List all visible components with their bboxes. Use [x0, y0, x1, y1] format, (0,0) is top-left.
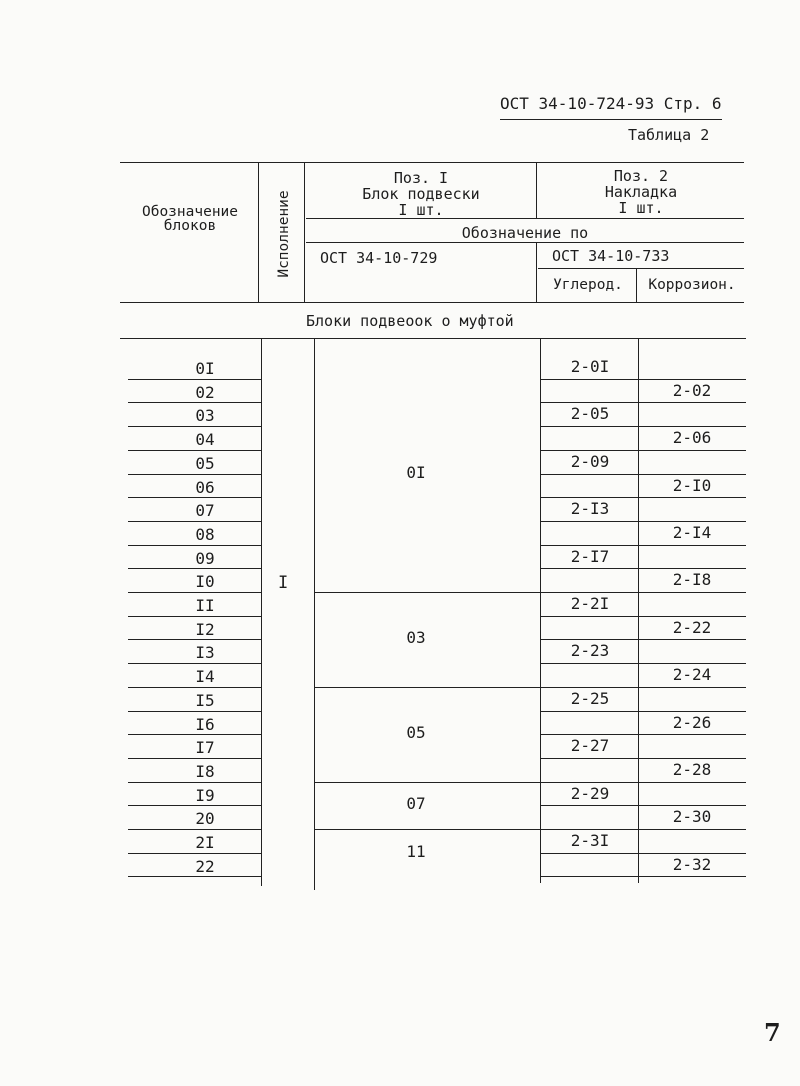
section-title: Блоки подвеоок о муфтой	[306, 312, 514, 330]
header-divider-1	[258, 162, 259, 302]
block-row-rule	[128, 616, 261, 617]
variant-column-header	[268, 170, 300, 298]
block-designation: 2I	[195, 833, 215, 852]
pos1-group-value: 07	[406, 794, 426, 814]
carbon-designation: 2-05	[570, 404, 610, 424]
corrosion-designation: 2-I8	[672, 570, 712, 590]
block-designation: I2	[195, 619, 215, 639]
item-row-rule	[540, 853, 746, 854]
carbon-designation: 2-23	[570, 641, 610, 661]
carbon-designation: 2-I7	[570, 546, 610, 566]
corrosion-designation: 2-30	[672, 807, 712, 827]
carbon-designation: 2-27	[570, 736, 610, 756]
block-designation: 06	[195, 477, 215, 497]
item-row-rule	[540, 758, 746, 759]
block-row-rule	[128, 853, 261, 854]
item-row-rule	[540, 639, 746, 640]
block-designation: 02	[195, 382, 215, 402]
pos1-group-value: 05	[406, 723, 426, 743]
document-reference: ОСТ 34-10-724-93 Стр. 6	[500, 94, 722, 113]
block-row-rule	[128, 805, 261, 806]
designation-by-header: Обозначение по	[461, 224, 589, 242]
table-top-rule	[120, 162, 744, 163]
carbon-designation: 2-29	[570, 783, 610, 803]
corrosion-designation: 2-32	[672, 854, 712, 874]
item-row-rule	[540, 379, 746, 380]
item-row-rule	[540, 829, 746, 830]
designation-by-rule	[306, 242, 744, 243]
pos1-group-value: 0I	[406, 462, 426, 482]
block-row-rule	[128, 545, 261, 546]
pos1-group-value: 03	[406, 628, 426, 648]
carbon-designation: 2-2I	[570, 594, 610, 613]
pos1-group-rule	[314, 829, 540, 830]
pos1-group-rule	[314, 687, 540, 688]
item-row-rule	[540, 616, 746, 617]
block-designation: 03	[195, 406, 215, 426]
block-designation: I0	[195, 572, 215, 592]
item-row-rule	[540, 711, 746, 712]
reference-underline	[500, 119, 722, 120]
pos1-qty: I шт.	[398, 201, 444, 219]
block-designation: 0I	[195, 359, 215, 378]
block-row-rule	[128, 782, 261, 783]
block-row-rule	[128, 474, 261, 475]
pos-header-rule	[306, 218, 744, 219]
carbon-designation: 2-I3	[570, 499, 610, 519]
item-row-rule	[540, 402, 746, 403]
item-row-rule	[540, 474, 746, 475]
item-row-rule	[540, 568, 746, 569]
block-designation: 07	[195, 501, 215, 521]
block-designation: 20	[195, 809, 215, 829]
pos2-qty: I шт.	[618, 199, 664, 217]
block-row-rule	[128, 592, 261, 593]
item-row-rule	[540, 782, 746, 783]
corrosion-designation: 2-26	[672, 712, 712, 732]
block-row-rule	[128, 450, 261, 451]
item-row-rule	[540, 734, 746, 735]
item-row-rule	[540, 687, 746, 688]
pos1-group-value: 11	[406, 841, 426, 861]
corrosion-column-header: Коррозион.	[648, 277, 736, 293]
page-number: 7	[764, 1018, 781, 1047]
body-divider-4	[638, 338, 639, 883]
ost2-rule	[538, 268, 744, 269]
item-row-rule	[540, 426, 746, 427]
block-designation: I3	[195, 643, 215, 663]
corrosion-designation: 2-I4	[672, 522, 712, 542]
block-row-rule	[128, 497, 261, 498]
header-bottom-rule	[120, 302, 744, 303]
block-designation: I8	[195, 761, 215, 781]
corrosion-designation: 2-24	[672, 665, 712, 685]
block-designation: I7	[195, 738, 215, 758]
variant-value: I	[278, 573, 289, 593]
pos2-standard: ОСТ 34-10-733	[552, 247, 670, 265]
block-row-rule	[128, 687, 261, 688]
item-row-rule	[540, 521, 746, 522]
corrosion-designation: 2-28	[672, 759, 712, 779]
block-designation: 04	[195, 430, 215, 450]
block-designation: I9	[195, 785, 215, 805]
carbon-designation: 2-0I	[570, 357, 610, 376]
block-designation: 22	[195, 856, 215, 876]
body-divider-3	[540, 338, 541, 883]
block-designation: I6	[195, 714, 215, 734]
pos1-group-rule	[314, 782, 540, 783]
carbon-designation: 2-3I	[570, 831, 610, 850]
pos1-standard: ОСТ 34-10-729	[320, 249, 438, 267]
pos1-title: Поз. I	[393, 169, 449, 187]
block-designation: I5	[195, 690, 215, 710]
pos1-name: Блок подвески	[362, 185, 480, 203]
pos2-title: Поз. 2	[613, 167, 669, 185]
item-row-rule	[540, 450, 746, 451]
item-row-rule	[540, 545, 746, 546]
block-designation: 05	[195, 453, 215, 473]
body-divider-1	[261, 338, 262, 886]
header-divider-3b	[536, 242, 537, 302]
block-designation: I4	[195, 667, 215, 687]
pos2-name: Накладка	[604, 183, 678, 201]
block-row-rule	[128, 379, 261, 380]
block-row-rule	[128, 426, 261, 427]
block-row-rule	[128, 402, 261, 403]
corrosion-designation: 2-I0	[672, 475, 712, 495]
block-row-rule	[128, 639, 261, 640]
item-row-rule	[540, 876, 746, 877]
section-bottom-rule	[120, 338, 746, 339]
header-divider-3a	[536, 162, 537, 218]
block-designation: 08	[195, 524, 215, 544]
table-label: Таблица 2	[628, 126, 710, 144]
block-row-rule	[128, 711, 261, 712]
corrosion-designation: 2-02	[672, 380, 712, 400]
item-row-rule	[540, 663, 746, 664]
header-divider-2	[304, 162, 305, 302]
pos2-header	[538, 168, 744, 216]
carbon-designation: 2-09	[570, 451, 610, 471]
carbon-designation: 2-25	[570, 688, 610, 708]
block-row-rule	[128, 568, 261, 569]
block-row-rule	[128, 521, 261, 522]
block-row-rule	[128, 663, 261, 664]
item-row-rule	[540, 805, 746, 806]
corrosion-designation: 2-06	[672, 428, 712, 448]
block-row-rule	[128, 876, 261, 877]
block-row-rule	[128, 758, 261, 759]
block-row-rule	[128, 829, 261, 830]
corrosion-designation: 2-22	[672, 617, 712, 637]
block-designation: 09	[195, 548, 215, 568]
block-row-rule	[128, 734, 261, 735]
carbon-column-header: Углерод.	[553, 277, 623, 293]
pos1-group-rule	[314, 592, 540, 593]
item-row-rule	[540, 497, 746, 498]
pos1-header	[306, 170, 536, 218]
designation-column-header: Обозначение блоков	[141, 204, 239, 234]
variant-column-label: Исполнение	[276, 190, 292, 278]
block-designation: II	[195, 596, 215, 615]
item-row-rule	[540, 592, 746, 593]
